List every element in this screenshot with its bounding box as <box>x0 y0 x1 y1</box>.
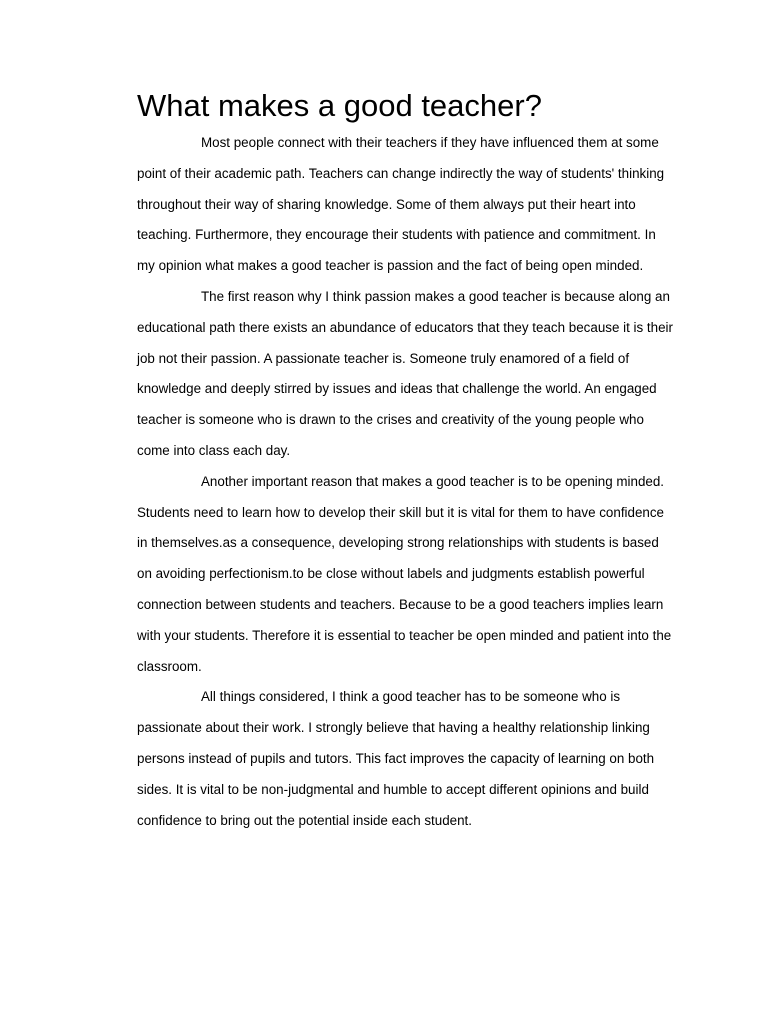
paragraph-introduction: Most people connect with their teachers if they have influenced them at some point of their academic path. Teachers can change indirectly the way of students' thinking throughout their way of sharing knowledge. Some of them always put their heart into teaching. Furthermore, they encourage their students with patience and commitment. In my opinion what makes a good teacher is passion and the fact of being open minded. <box>137 135 665 274</box>
paragraph-conclusion: All things considered, I think a good teacher has to be someone who is passionate about their work. I strongly believe that having a healthy relationship linking persons instead of pupils and tutors. This fact improves the capacity of learning on both sides. It is vital to be non-judgmental and humble to accept different opinions and build confidence to bring out the potential inside each student. <box>137 689 655 828</box>
paragraph-passion: The first reason why I think passion makes a good teacher is because along an educational path there exists an abundance of educators that they teach because it is their job not their passion. A passionate teacher is. Someone truly enamored of a field of knowledge and deeply stirred by issues and ideas that challenge the world. An engaged teacher is someone who is drawn to the crises and creativity of the young people who come into class each day. <box>137 288 673 458</box>
document-body <box>137 128 677 836</box>
document-title: What makes a good teacher? <box>137 88 542 123</box>
document-content <box>137 86 677 836</box>
paragraph-open-minded: Another important reason that makes a good teacher is to be opening minded. Students need to learn how to develop their skill but it is vital for them to have confidence in themselves.as a consequence, developing strong relationships with students is based on avoiding perfectionism.to be close without labels and judgments establish powerful connection between students and teachers. Because to be a good teachers implies learn with your students. Therefore it is essential to teacher be open minded and patient into the classroom. <box>137 473 672 674</box>
